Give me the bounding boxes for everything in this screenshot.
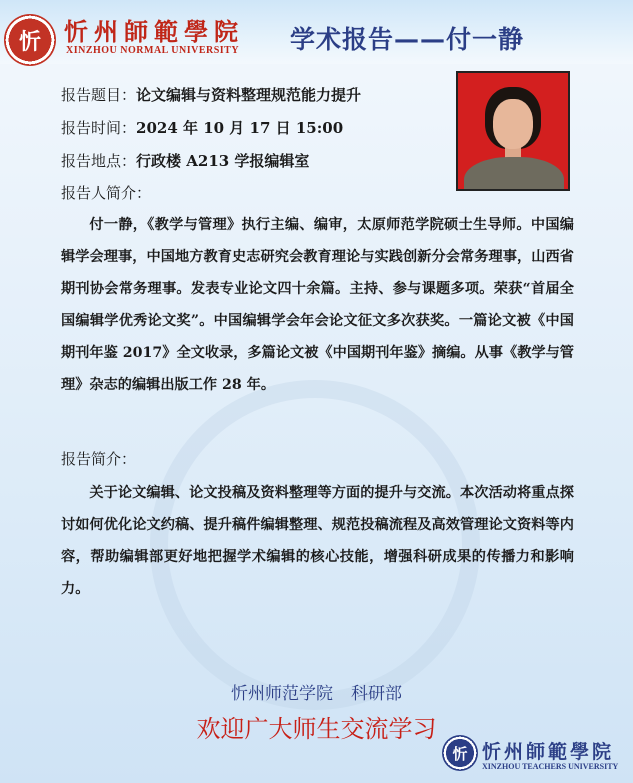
speaker-photo bbox=[456, 71, 570, 191]
report-intro-text: 关于论文编辑、论文投稿及资料整理等方面的提升与交流。本次活动将重点探讨如何优化论文约稿、提升稿件编辑整理、规范投稿流程及高效管理论文资料等内容，帮助编辑部更好地把握学术编辑的核心技能，增强科研成果的传播力和影响力。 bbox=[61, 485, 574, 597]
place-row bbox=[61, 150, 309, 171]
footer-school-en: XINZHOU TEACHERS UNIVERSITY bbox=[482, 762, 619, 771]
seal-char: 忻 bbox=[18, 28, 41, 55]
school-name-cn: 忻州師範學院 bbox=[64, 17, 244, 46]
school-name-en: XINZHOU NORMAL UNIVERSITY bbox=[66, 45, 240, 56]
speaker-intro-text: 付一静，《教学与管理》执行主编、编审，太原师范学院硕士生导师。中国编辑学会理事，中国地方教育史志研究会教育理论与实践创新分会常务理事，山西省期刊协会常务理事。发表专业论文四十余篇。主持、参与课题多项。荣获“首届全国编辑学优秀论文奖”。中国编辑学会年会论文征文多次获奖。一篇论文被《中国期刊年鉴 2017》全文收录，多篇论文被《中国期刊年鉴》摘编。从事《教学与管理》杂志的编辑出版工作 28 年。 bbox=[61, 217, 574, 393]
time-label: 报告时间： bbox=[61, 119, 137, 137]
speaker-intro-label: 报告人简介： bbox=[61, 184, 152, 202]
photo-body bbox=[464, 157, 564, 191]
organizer-dept: 科研部 bbox=[351, 684, 402, 704]
welcome-slogan: 欢迎广大师生交流学习 bbox=[196, 715, 437, 743]
report-intro-label: 报告简介： bbox=[61, 450, 137, 468]
place-value: 行政楼 A213 学报编辑室 bbox=[136, 152, 310, 170]
page-title: 学术报告——付一静 bbox=[290, 25, 525, 54]
time-row bbox=[61, 117, 343, 138]
topic-value: 论文编辑与资料整理规范能力提升 bbox=[136, 86, 362, 104]
organizer-school: 忻州师范学院 bbox=[231, 684, 333, 704]
time-value: 2024 年 10 月 17 日 15:00 bbox=[136, 119, 344, 137]
topic-row bbox=[61, 84, 361, 105]
school-seal-logo bbox=[4, 14, 56, 66]
footer-seal-logo bbox=[442, 735, 478, 771]
topic-label: 报告题目： bbox=[61, 86, 137, 104]
photo-face bbox=[493, 99, 533, 149]
place-label: 报告地点： bbox=[61, 152, 137, 170]
footer-seal-char: 忻 bbox=[452, 744, 468, 763]
organizer bbox=[0, 679, 633, 704]
footer-school-cn: 忻州師範學院 bbox=[482, 741, 615, 763]
